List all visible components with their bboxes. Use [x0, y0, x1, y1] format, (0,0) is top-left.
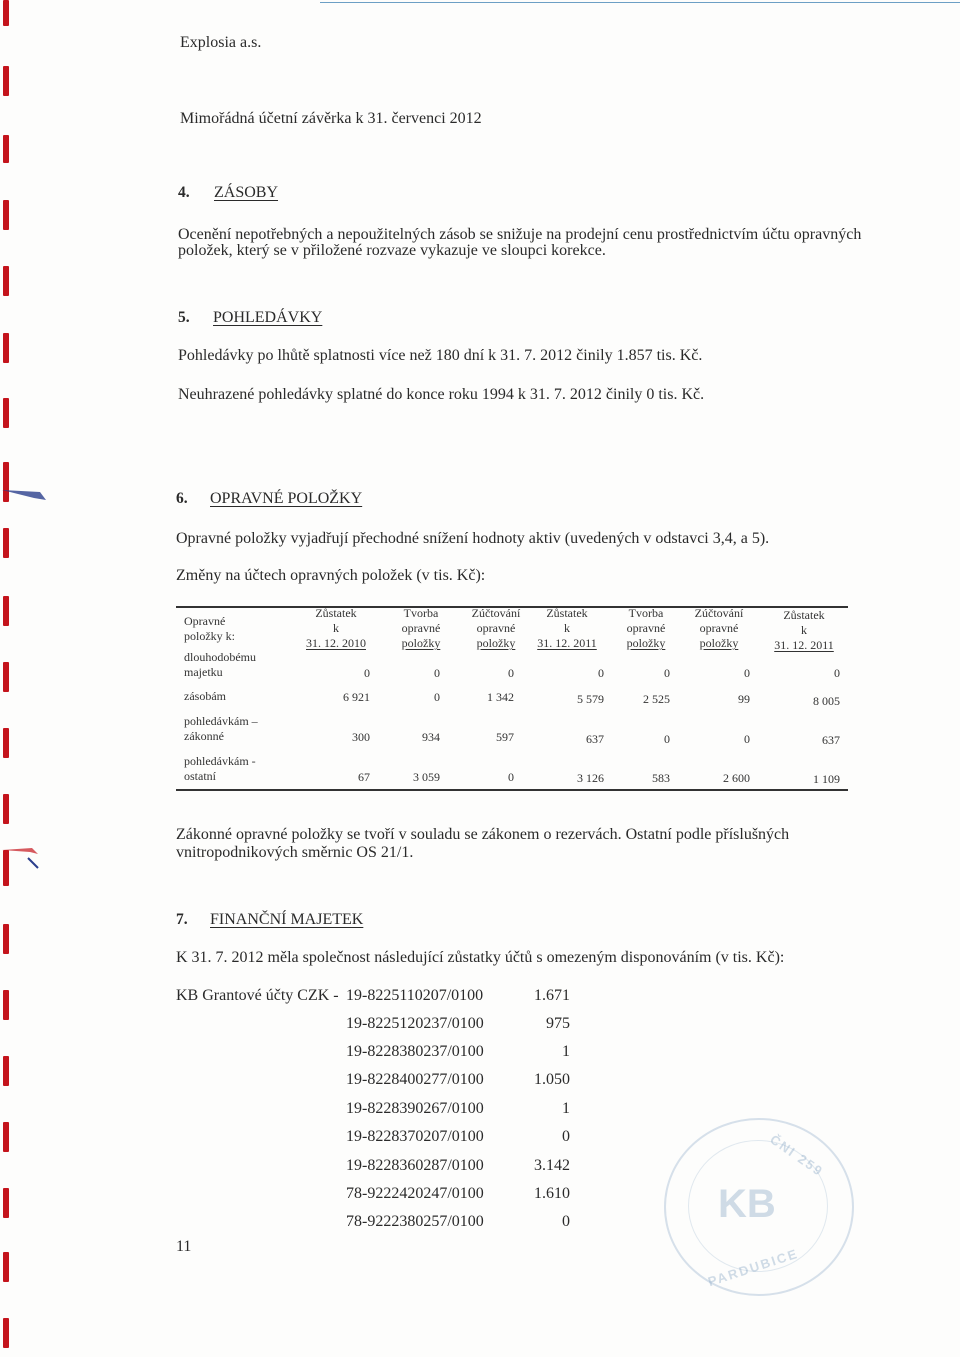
table-cell: 3 126 — [577, 771, 604, 785]
paragraph-line: Pohledávky po lhůtě splatnosti více než 180 dní k 31. 7. 2012 činily 1.857 tis. Kč. — [178, 347, 703, 364]
table-cell: 0 — [598, 666, 604, 680]
binder-mark — [3, 0, 9, 26]
scan-edge-line — [320, 2, 960, 3]
table-cell: 0 — [434, 666, 440, 680]
binder-mark — [3, 528, 9, 558]
binder-mark — [3, 135, 9, 163]
paragraph-line: Změny na účtech opravných položek (v tis. Kč): — [176, 567, 486, 584]
binder-mark — [3, 728, 9, 758]
account-value: 0 — [562, 1128, 570, 1145]
header-line: Tvorba — [628, 606, 664, 620]
account-value: 3.142 — [534, 1157, 570, 1174]
table-cell: 1 342 — [487, 690, 514, 704]
header-line: k — [801, 623, 807, 637]
paragraph-line: vnitropodnikových směrnic OS 21/1. — [176, 844, 414, 861]
binder-mark — [3, 794, 9, 824]
paragraph-line: Opravné položky vyjadřují přechodné snížení hodnoty aktiv (uvedených v odstavci 3,4, a 5). — [176, 530, 770, 547]
header-line: Zúčtování — [471, 606, 521, 620]
paragraph-line: Ocenění nepotřebných a nepoužitelných zásob se snižuje na prodejní cenu prostřednictvím účtu opravných — [178, 226, 862, 243]
section-title: ZÁSOBY — [214, 184, 279, 201]
table-cell: 5 579 — [577, 692, 604, 706]
account-number: 19-8228380237/0100 — [346, 1043, 484, 1060]
account-number: 19-8228400277/0100 — [346, 1071, 484, 1088]
page-number: 11 — [176, 1238, 192, 1255]
header-line: k — [333, 621, 339, 635]
binder-marks — [0, 0, 14, 1357]
binder-clip-icon — [0, 836, 50, 872]
table-header-cell — [184, 614, 235, 644]
account-value: 0 — [562, 1213, 570, 1230]
section-number: 4. — [178, 184, 190, 201]
table-cell: 0 — [744, 666, 750, 680]
binder-mark — [3, 266, 9, 296]
binder-mark — [3, 333, 9, 363]
table-cell: 1 109 — [813, 772, 840, 786]
binder-mark — [3, 596, 9, 626]
row-label-line: zákonné — [184, 729, 224, 743]
table-cell: 637 — [586, 732, 604, 746]
table-cell: 0 — [664, 666, 670, 680]
binder-mark — [3, 1122, 9, 1152]
account-number: 78-9222380257/0100 — [346, 1213, 484, 1230]
paragraph-line: položek, který se v přiložené rozvaze vykazuje ve sloupci korekce. — [178, 242, 606, 259]
binder-mark — [3, 990, 9, 1020]
table-cell: 2 525 — [643, 692, 670, 706]
account-value: 1.610 — [534, 1185, 570, 1202]
stamp-text: ČNI 259 — [767, 1131, 827, 1180]
binder-mark — [3, 1252, 9, 1282]
section-number: 7. — [176, 911, 188, 928]
binder-mark — [3, 1188, 9, 1218]
table-cell: 8 005 — [813, 694, 840, 708]
binder-mark — [3, 398, 9, 428]
row-label — [184, 650, 256, 680]
account-value: 1.671 — [534, 987, 570, 1004]
section-title: FINANČNÍ MAJETEK — [210, 911, 364, 928]
section-title: POHLEDÁVKY — [213, 309, 323, 326]
table-cell: 0 — [434, 690, 440, 704]
table-cell: 583 — [652, 771, 670, 785]
table-header-cell — [608, 606, 684, 651]
row-label — [184, 754, 256, 784]
header-line: opravné — [699, 621, 739, 635]
account-number: 19-8228370207/0100 — [346, 1128, 484, 1145]
header-line: Tvorba — [403, 606, 439, 620]
section-number: 6. — [176, 490, 188, 507]
header-line: 31. 12. 2010 — [306, 636, 366, 650]
table-cell: 0 — [664, 732, 670, 746]
table-cell: 0 — [508, 770, 514, 784]
accounts-label: KB Grantové účty CZK - — [176, 987, 339, 1004]
header-line: opravné — [476, 621, 516, 635]
header-line: položky — [699, 636, 739, 650]
row-label-line: pohledávkám – — [184, 714, 258, 728]
paragraph-line: Neuhrazené pohledávky splatné do konce roku 1994 k 31. 7. 2012 činily 0 tis. Kč. — [178, 386, 705, 403]
binder-mark — [3, 924, 9, 954]
stamp-text: PARDUBICE — [705, 1245, 801, 1290]
table-cell: 300 — [352, 730, 370, 744]
auditor-stamp — [664, 1118, 854, 1296]
table-cell: 0 — [834, 666, 840, 680]
account-number: 19-8225120237/0100 — [346, 1015, 484, 1032]
account-number: 19-8228390267/0100 — [346, 1100, 484, 1117]
stamp-center-text: KB — [718, 1182, 776, 1226]
account-number: 78-9222420247/0100 — [346, 1185, 484, 1202]
table-cell: 6 921 — [343, 690, 370, 704]
header-line: Zúčtování — [694, 606, 744, 620]
row-label-line: ostatní — [184, 769, 216, 783]
row-label — [184, 714, 258, 744]
table-header-cell — [296, 606, 376, 651]
document-subtitle: Mimořádná účetní závěrka k 31. červenci 2012 — [180, 110, 482, 127]
table-cell: 99 — [738, 692, 750, 706]
paragraph-line: K 31. 7. 2012 měla společnost následující zůstatky účtů s omezeným disponováním (v tis. Kč): — [176, 949, 785, 966]
section-number: 5. — [178, 309, 190, 326]
header-line: opravné — [401, 621, 441, 635]
paragraph-line: Zákonné opravné položky se tvoří v souladu se zákonem o rezervách. Ostatní podle příslušných — [176, 826, 790, 843]
row-label-line: dlouhodobému — [184, 650, 256, 664]
table-cell: 67 — [358, 770, 370, 784]
table-cell: 0 — [744, 732, 750, 746]
header-line: položky — [401, 636, 441, 650]
table-cell: 3 059 — [413, 770, 440, 784]
header-line: položky k: — [184, 629, 235, 643]
binder-mark — [3, 200, 9, 230]
account-value: 1 — [562, 1043, 570, 1060]
header-line: Zůstatek — [315, 606, 357, 620]
table-cell: 0 — [364, 666, 370, 680]
account-value: 1 — [562, 1100, 570, 1117]
binder-mark — [3, 662, 9, 692]
binder-mark — [3, 1318, 9, 1348]
table-cell: 597 — [496, 730, 514, 744]
row-label — [184, 689, 226, 704]
company-name: Explosia a.s. — [180, 34, 262, 51]
account-number: 19-8228360287/0100 — [346, 1157, 484, 1174]
account-value: 1.050 — [534, 1071, 570, 1088]
row-label-line: pohledávkám - — [184, 754, 256, 768]
table-header-cell — [526, 606, 608, 651]
header-line: 31. 12. 2011 — [774, 638, 834, 652]
header-line: Zůstatek — [546, 606, 588, 620]
header-line: 31. 12. 2011 — [537, 636, 597, 650]
table-cell: 637 — [822, 733, 840, 747]
header-line: položky — [476, 636, 516, 650]
section-title: OPRAVNÉ POLOŽKY — [210, 490, 363, 507]
header-line: opravné — [626, 621, 666, 635]
table-cell: 934 — [422, 730, 440, 744]
table-header-cell — [762, 608, 846, 653]
header-line: Zůstatek — [783, 608, 825, 622]
table-cell: 2 600 — [723, 771, 750, 785]
account-number: 19-8225110207/0100 — [346, 987, 484, 1004]
table-cell: 0 — [508, 666, 514, 680]
binder-clip-icon — [0, 478, 50, 508]
binder-mark — [3, 1056, 9, 1086]
binder-mark — [3, 66, 9, 96]
table-bottom-rule — [176, 789, 848, 791]
header-line: Opravné — [184, 614, 226, 628]
account-value: 975 — [546, 1015, 570, 1032]
row-label-line: zásobám — [184, 689, 226, 703]
table-header-cell — [678, 606, 760, 651]
header-line: k — [564, 621, 570, 635]
row-label-line: majetku — [184, 665, 223, 679]
header-line: položky — [626, 636, 666, 650]
